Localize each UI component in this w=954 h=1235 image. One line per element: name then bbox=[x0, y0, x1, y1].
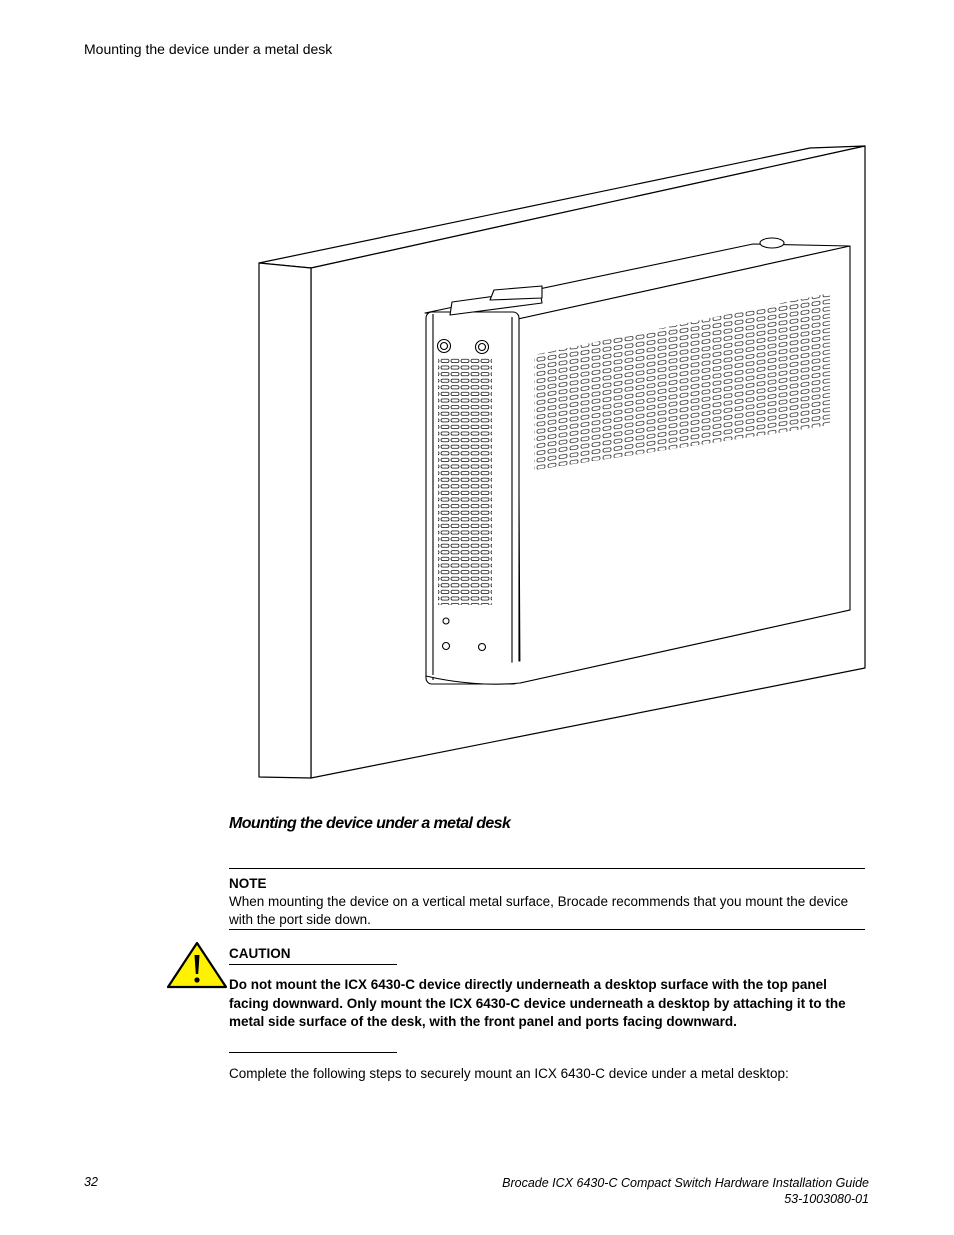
running-header: Mounting the device under a metal desk bbox=[84, 41, 333, 57]
doc-number: 53-1003080-01 bbox=[784, 1192, 869, 1206]
note-top-rule bbox=[229, 868, 865, 869]
steps-intro: Complete the following steps to securely mount an ICX 6430-C device under a metal desktop: bbox=[229, 1066, 789, 1081]
page-number: 32 bbox=[84, 1175, 98, 1189]
note-label: NOTE bbox=[229, 876, 267, 891]
doc-title: Brocade ICX 6430-C Compact Switch Hardware Installation Guide bbox=[502, 1176, 869, 1190]
warning-triangle-icon bbox=[166, 940, 228, 990]
footer-doc-info bbox=[502, 1175, 869, 1207]
switch-illustration bbox=[250, 140, 870, 790]
caution-text: Do not mount the ICX 6430-C device directly underneath a desktop surface with the top panel facing downward. Only mount the ICX 6430-C device underneath a desktop by attaching it to the metal side surface of the desk, with the front panel and ports facing downward. bbox=[229, 977, 846, 1029]
caution-bottom-rule bbox=[229, 1052, 397, 1053]
caution-label: CAUTION bbox=[229, 946, 291, 961]
figure-caption: Mounting the device under a metal desk bbox=[229, 815, 511, 832]
note-text: When mounting the device on a vertical metal surface, Brocade recommends that you mount the device with the port side down. bbox=[229, 894, 849, 927]
caution-top-rule bbox=[229, 964, 397, 965]
device-mounting-figure bbox=[250, 140, 870, 790]
note-bottom-rule bbox=[229, 929, 865, 930]
